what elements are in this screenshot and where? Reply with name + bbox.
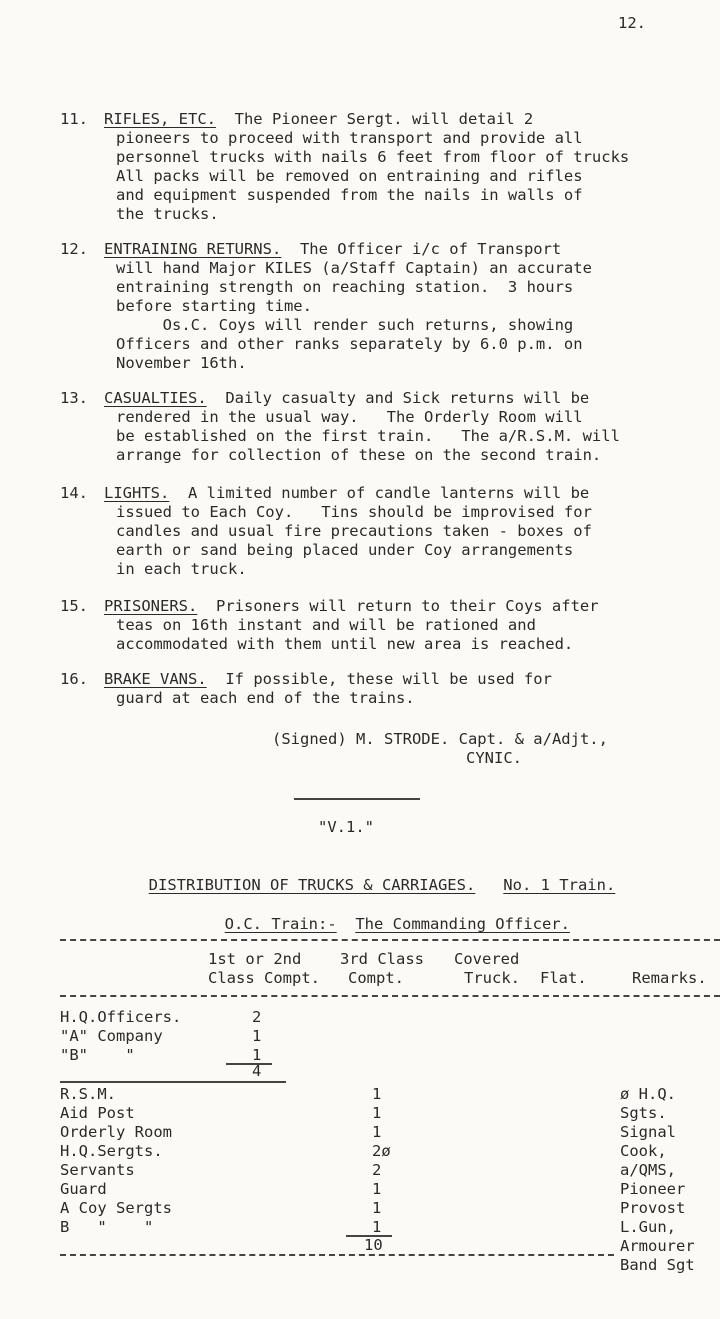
paragraph-line: November 16th.	[116, 354, 247, 372]
signature-line: (Signed) M. STRODE. Capt. & a/Adjt.,	[272, 730, 608, 748]
paragraph-line: the trucks.	[116, 205, 219, 223]
table-row-label: Guard	[60, 1180, 107, 1198]
table-row-value: 1	[252, 1046, 262, 1064]
table-row-remark: Signal	[620, 1123, 676, 1141]
header-col4: Flat.	[540, 969, 587, 987]
paragraph-line: teas on 16th instant and will be rationed and	[116, 616, 536, 634]
table-row-label: Servants	[60, 1161, 135, 1179]
header-col1-line2: Class Compt.	[208, 969, 320, 987]
paragraph-first-line: The Officer i/c of Transport	[281, 240, 562, 258]
table-row-value: 1	[252, 1027, 262, 1045]
header-col5: Remarks.	[632, 969, 707, 987]
paragraph-heading: PRISONERS.	[104, 597, 198, 615]
table-row-remark: Pioneer	[620, 1180, 686, 1198]
table-row-value: 1	[372, 1218, 382, 1236]
paragraph-heading: LIGHTS.	[104, 484, 170, 502]
paragraph-number: 15.	[60, 597, 88, 615]
table-row-label: "A" Company	[60, 1027, 163, 1045]
paragraph-line: guard at each end of the trains.	[116, 689, 415, 707]
table-rule-top	[60, 939, 720, 941]
table-row-value: 2	[372, 1161, 382, 1179]
paragraph-number: 16.	[60, 670, 88, 688]
table-row-remark: ø H.Q.	[620, 1085, 676, 1103]
paragraph-line: entraining strength on reaching station. 3 hours	[116, 278, 574, 296]
paragraph-line: candles and usual fire precautions taken - boxes of	[116, 522, 592, 540]
table-row-value: 1	[372, 1199, 382, 1217]
table-row-label: "B" "	[60, 1046, 135, 1064]
table-row-label: Aid Post	[60, 1104, 135, 1122]
table-row-label: Orderly Room	[60, 1123, 172, 1141]
table-row-value: 1	[372, 1180, 382, 1198]
paragraph-heading: BRAKE VANS.	[104, 670, 207, 688]
appendix-reference: "V.1."	[318, 818, 374, 836]
table-row-remark: Cook,	[620, 1142, 667, 1160]
table-row-remark: Provost	[620, 1199, 686, 1217]
header-col2-line1: 3rd Class	[340, 950, 424, 968]
table-row-label: R.S.M.	[60, 1085, 116, 1103]
distribution-title: DISTRIBUTION OF TRUCKS & CARRIAGES.	[148, 876, 476, 895]
paragraph-first-line: If possible, these will be used for	[206, 670, 552, 688]
table-rule-bottom	[60, 1254, 614, 1256]
paragraph-number: 14.	[60, 484, 88, 502]
table-row-remark: Band Sgt	[620, 1256, 695, 1274]
group-total: 10	[364, 1236, 383, 1254]
table-row-value: 2ø	[372, 1142, 391, 1160]
section-divider	[294, 798, 420, 800]
paragraph-line: before starting time.	[116, 297, 312, 315]
train-label: No. 1 Train.	[503, 876, 616, 895]
paragraph-heading: CASUALTIES.	[104, 389, 207, 407]
header-col3-line1: Covered	[454, 950, 520, 968]
table-row-remark: Armourer	[620, 1237, 695, 1255]
paragraph-first-line: A limited number of candle lanterns will be	[169, 484, 590, 502]
paragraph-line: be established on the first train. The a/R.S.M. will	[116, 427, 620, 445]
table-row-label: H.Q.Sergts.	[60, 1142, 163, 1160]
header-col1-line1: 1st or 2nd	[208, 950, 302, 968]
paragraph-line: accommodated with them until new area is reached.	[116, 635, 574, 653]
paragraph-first-line: Daily casualty and Sick returns will be	[206, 389, 590, 407]
table-row-value: 1	[372, 1104, 382, 1122]
paragraph-line: rendered in the usual way. The Orderly Room will	[116, 408, 583, 426]
paragraph-number: 12.	[60, 240, 88, 258]
table-rule-header-bottom	[60, 995, 720, 997]
paragraph-first-line: Prisoners will return to their Coys after	[197, 597, 599, 615]
table-row-label: B " "	[60, 1218, 154, 1236]
paragraph-line: and equipment suspended from the nails in walls of	[116, 186, 583, 204]
paragraph-line: earth or sand being placed under Coy arrangements	[116, 541, 574, 559]
table-row-label: H.Q.Officers.	[60, 1008, 182, 1026]
paragraph-line: issued to Each Coy. Tins should be improvised for	[116, 503, 592, 521]
paragraph-heading: RIFLES, ETC.	[104, 110, 216, 128]
paragraph-number: 11.	[60, 110, 88, 128]
group-separator	[60, 1081, 286, 1083]
group-total: 4	[252, 1062, 262, 1080]
paragraph-number: 13.	[60, 389, 88, 407]
paragraph-line: arrange for collection of these on the second train.	[116, 446, 602, 464]
table-row-value: 2	[252, 1008, 262, 1026]
signature-unit: CYNIC.	[466, 749, 522, 767]
table-row-remark: Sgts.	[620, 1104, 667, 1122]
paragraph-line: Os.C. Coys will render such returns, showing	[116, 316, 574, 334]
table-row-value: 1	[372, 1123, 382, 1141]
paragraph-line: personnel trucks with nails 6 feet from floor of trucks	[116, 148, 630, 166]
paragraph-line: will hand Major KILES (a/Staff Captain) an accurate	[116, 259, 592, 277]
oc-name: The Commanding Officer.	[355, 915, 570, 934]
page-number: 12.	[618, 14, 646, 32]
paragraph-first-line: The Pioneer Sergt. will detail 2	[215, 110, 534, 128]
table-row-remark: a/QMS,	[620, 1161, 676, 1179]
header-col3-line2: Truck.	[464, 969, 520, 987]
table-row-label: A Coy Sergts	[60, 1199, 172, 1217]
table-row-value: 1	[372, 1085, 382, 1103]
paragraph-heading: ENTRAINING RETURNS.	[104, 240, 282, 258]
paragraph-line: Officers and other ranks separately by 6.0 p.m. on	[116, 335, 583, 353]
table-row-remark: L.Gun,	[620, 1218, 676, 1236]
paragraph-line: in each truck.	[116, 560, 247, 578]
oc-label: O.C. Train:-	[224, 915, 337, 934]
paragraph-line: All packs will be removed on entraining and rifles	[116, 167, 583, 185]
subtotal-rule	[226, 1063, 272, 1065]
paragraph-line: pioneers to proceed with transport and provide all	[116, 129, 583, 147]
header-col2-line2: Compt.	[348, 969, 404, 987]
